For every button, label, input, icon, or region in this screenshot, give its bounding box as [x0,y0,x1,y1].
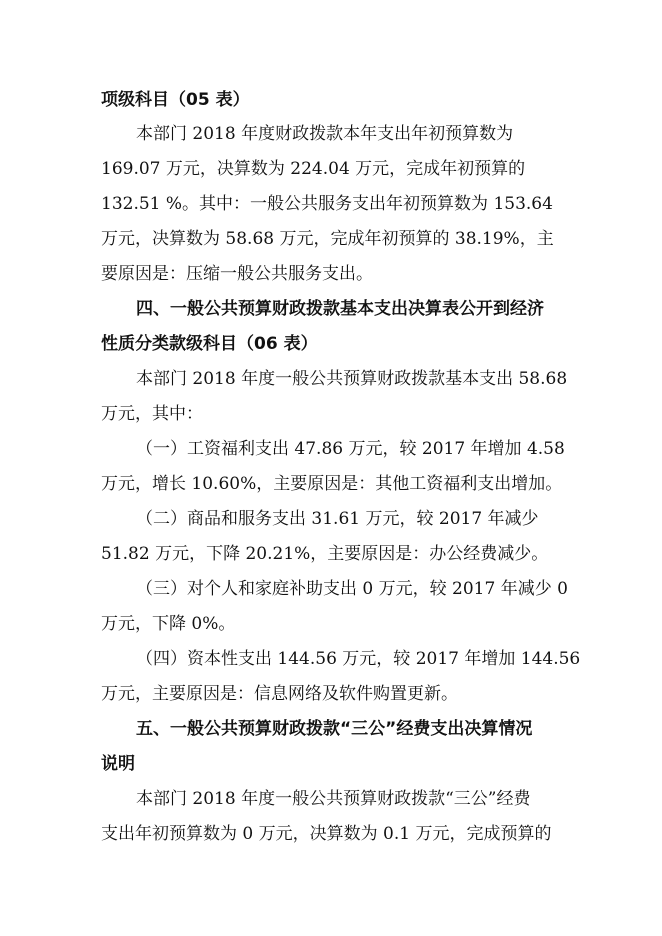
paragraph-line: 支出年初预算数为 0 万元，决算数为 0.1 万元，完成预算的 [101,824,552,844]
section-heading: 说明 [101,754,135,774]
paragraph-line: 万元，决算数为 58.68 万元，完成年初预算的 38.19%，主 [101,229,554,249]
list-item-line: （二）商品和服务支出 31.61 万元，较 2017 年减少 [136,509,539,529]
list-item-line: 万元，增长 10.60%，主要原因是：其他工资福利支出增加。 [101,474,563,494]
section-heading: 五、一般公共预算财政拨款“三公”经费支出决算情况 [136,719,533,739]
paragraph-line: 要原因是：压缩一般公共服务支出。 [101,264,373,284]
paragraph-line: 169.07 万元，决算数为 224.04 万元，完成年初预算的 [101,159,526,179]
paragraph-line: 本部门 2018 年度财政拨款本年支出年初预算数为 [136,124,514,144]
paragraph-line: 万元，其中： [101,404,203,424]
list-item-line: 万元，主要原因是：信息网络及软件购置更新。 [101,684,458,704]
section-heading: 四、一般公共预算财政拨款基本支出决算表公开到经济 [136,299,544,319]
section-heading: 性质分类款级科目（06 表） [101,334,318,354]
list-item-line: （四）资本性支出 144.56 万元，较 2017 年增加 144.56 [136,649,581,669]
paragraph-line: 132.51 %。其中：一般公共服务支出年初预算数为 153.64 [101,194,553,214]
list-item-line: （一）工资福利支出 47.86 万元，较 2017 年增加 4.58 [136,439,565,459]
section-heading-continuation: 项级科目（05 表） [101,90,250,110]
paragraph-line: 本部门 2018 年度一般公共预算财政拨款“三公”经费 [136,789,531,809]
list-item-line: 51.82 万元，下降 20.21%，主要原因是：办公经费减少。 [101,544,549,564]
list-item-line: （三）对个人和家庭补助支出 0 万元，较 2017 年减少 0 [136,579,568,599]
list-item-line: 万元，下降 0%。 [101,614,236,634]
paragraph-line: 本部门 2018 年度一般公共预算财政拨款基本支出 58.68 [136,369,568,389]
